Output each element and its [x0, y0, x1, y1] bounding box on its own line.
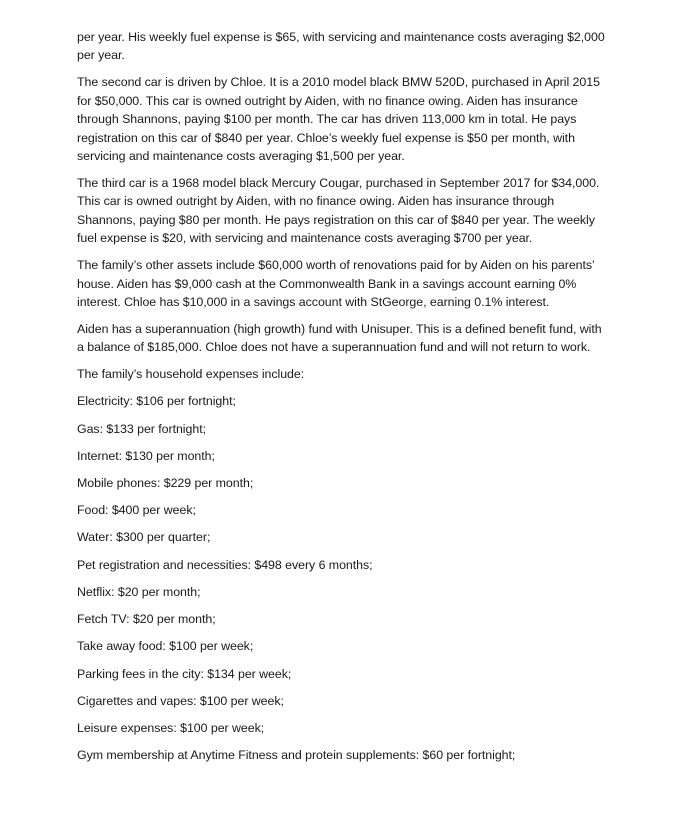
expense-electricity: Electricity: $106 per fortnight;	[77, 394, 236, 409]
expense-list	[77, 392, 607, 764]
expense-parking: Parking fees in the city: $134 per week;	[77, 666, 292, 681]
expense-food: Food: $400 per week;	[77, 503, 196, 518]
expense-water: Water: $300 per quarter;	[77, 530, 211, 545]
expense-leisure: Leisure expenses: $100 per week;	[77, 720, 265, 735]
expense-gas: Gas: $133 per fortnight;	[77, 421, 206, 436]
paragraph-third-car: The third car is a 1968 model black Mercury Cougar, purchased in September 2017 for $34,000. This car is owned outright by Aiden, with no finance owing. Aiden has insurance through Shannons, paying $80 per month. He pays registration on this car of $840 per year. The weekly fuel expense is $20, with servicing and maintenance costs averaging $700 per year.	[77, 176, 600, 246]
expense-mobile-phones: Mobile phones: $229 per month;	[77, 476, 254, 491]
expense-gym: Gym membership at Anytime Fitness and protein supplements: $60 per fortnight;	[77, 748, 516, 763]
paragraph-other-assets: The family’s other assets include $60,000 worth of renovations paid for by Aiden on his parents’ house. Aiden has $9,000 cash at the Commonwealth Bank in a savings account earning 0% interest. Chloe has $10,000 in a savings account with StGeorge, earning 0.1% interest.	[77, 258, 595, 310]
paragraph-expenses-intro: The family’s household expenses include:	[77, 367, 305, 382]
document-page	[77, 28, 607, 773]
expense-pet: Pet registration and necessities: $498 every 6 months;	[77, 557, 373, 572]
expense-internet: Internet: $130 per month;	[77, 448, 215, 463]
paragraph-superannuation: Aiden has a superannuation (high growth) fund with Unisuper. This is a defined benefit fund, with a balance of $185,000. Chloe does not have a superannuation fund and will not return to work.	[77, 322, 602, 355]
expense-fetch-tv: Fetch TV: $20 per month;	[77, 612, 216, 627]
expense-netflix: Netflix: $20 per month;	[77, 584, 201, 599]
expense-take-away: Take away food: $100 per week;	[77, 639, 254, 654]
expense-cigarettes: Cigarettes and vapes: $100 per week;	[77, 693, 284, 708]
paragraph-first-car-continued: per year. His weekly fuel expense is $65, with servicing and maintenance costs averaging $2,000 per year.	[77, 30, 605, 63]
paragraph-second-car: The second car is driven by Chloe. It is a 2010 model black BMW 520D, purchased in April 2015 for $50,000. This car is owned outright by Aiden, with no finance owing. Aiden has insurance through Shannons, paying $100 per month. The car has driven 113,000 km in total. He pays registration on this car of $840 per year. Chloe’s weekly fuel expense is $50 per month, with servicing and maintenance costs averaging $1,500 per year.	[77, 75, 600, 164]
